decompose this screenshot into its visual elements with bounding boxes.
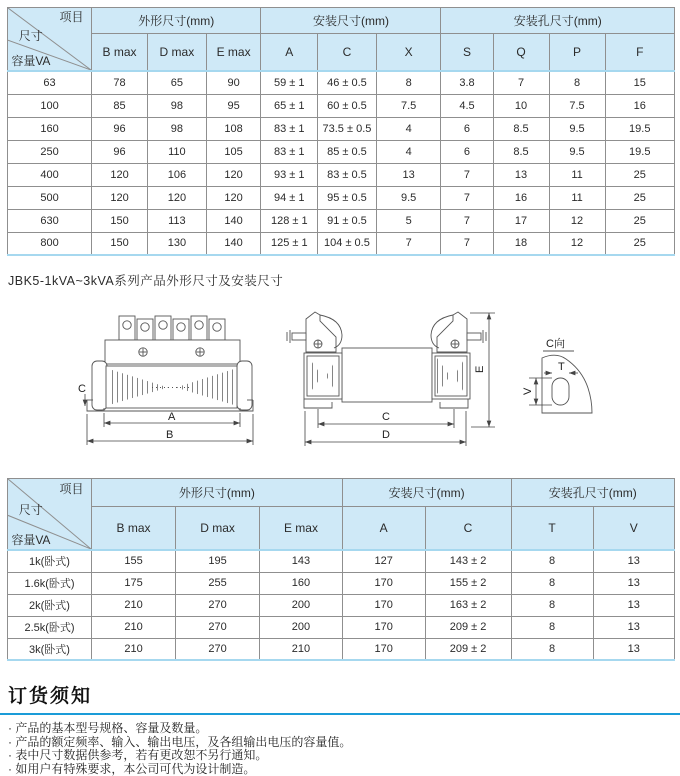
table-cell: 13 (593, 572, 674, 594)
table-cell: 270 (176, 638, 260, 660)
notes-list (8, 722, 680, 776)
table-cell: 65 ± 1 (261, 94, 318, 117)
table-cell: 120 (148, 186, 207, 209)
table-cell: 140 (206, 232, 261, 255)
row-header-capacity: 630 (8, 209, 92, 232)
dim-label-a: A (168, 411, 176, 423)
corner-label-size: 尺寸 (19, 504, 43, 516)
table-cell: 25 (605, 232, 674, 255)
column-header: B max (92, 507, 176, 551)
column-header: Q (493, 34, 549, 72)
table-cell: 128 ± 1 (261, 209, 318, 232)
column-header: X (376, 34, 441, 72)
table-cell: 13 (593, 594, 674, 616)
table-cell: 210 (92, 638, 176, 660)
table-cell: 96 (92, 117, 148, 140)
table-cell: 7 (441, 163, 493, 186)
column-header: D max (148, 34, 207, 72)
column-header: D max (176, 507, 260, 551)
table-row (8, 616, 675, 638)
dimensions-table-kva (7, 478, 675, 661)
table-cell: 4 (376, 117, 441, 140)
table-cell: 98 (148, 94, 207, 117)
table-cell: 13 (376, 163, 441, 186)
row-header-capacity: 160 (8, 117, 92, 140)
table-cell: 8 (549, 71, 605, 94)
table-cell: 210 (92, 594, 176, 616)
table-cell: 10 (493, 94, 549, 117)
table-cell: 155 (92, 550, 176, 572)
table-row (8, 186, 675, 209)
table-cell: 95 ± 0.5 (318, 186, 377, 209)
column-header: C (318, 34, 377, 72)
row-header-capacity: 800 (8, 232, 92, 255)
table-cell: 195 (176, 550, 260, 572)
table-cell: 4.5 (441, 94, 493, 117)
table-cell: 120 (206, 186, 261, 209)
table-cell: 8.5 (493, 140, 549, 163)
column-header: C (425, 507, 511, 551)
table-cell: 25 (605, 163, 674, 186)
technical-drawings (0, 295, 680, 473)
table-cell: 120 (206, 163, 261, 186)
table-cell: 3.8 (441, 71, 493, 94)
table-cell: 140 (206, 209, 261, 232)
ordering-notes-section (0, 681, 680, 776)
table-cell: 209 ± 2 (425, 638, 511, 660)
dim-label-c-side: C (382, 411, 390, 423)
table-cell: 8 (376, 71, 441, 94)
table-cell: 200 (260, 594, 343, 616)
row-header-capacity: 400 (8, 163, 92, 186)
table-cell: 13 (593, 550, 674, 572)
table-cell: 150 (92, 232, 148, 255)
table-cell: 210 (92, 616, 176, 638)
column-header: E max (206, 34, 261, 72)
table-cell: 25 (605, 209, 674, 232)
table-cell: 7.5 (549, 94, 605, 117)
table-cell: 7 (441, 232, 493, 255)
dim-label-c-front: C (78, 383, 86, 395)
front-view-drawing (78, 316, 253, 445)
table-row (8, 638, 675, 660)
table-row (8, 209, 675, 232)
group-header-hole: 安装孔尺寸(mm) (441, 8, 675, 34)
detail-view-title: C向 (546, 336, 565, 350)
notes-title: 订货须知 (8, 681, 680, 708)
table-cell: 6 (441, 117, 493, 140)
table-cell: 127 (342, 550, 425, 572)
table-cell: 91 ± 0.5 (318, 209, 377, 232)
table-cell: 143 (260, 550, 343, 572)
table-cell: 93 ± 1 (261, 163, 318, 186)
table-cell: 98 (148, 117, 207, 140)
table-cell: 65 (148, 71, 207, 94)
table-cell: 8.5 (493, 117, 549, 140)
column-header: F (605, 34, 674, 72)
table-cell: 13 (593, 638, 674, 660)
table-cell: 9.5 (376, 186, 441, 209)
title-underline (0, 713, 680, 715)
table-cell: 7 (441, 209, 493, 232)
table-cell: 85 (92, 94, 148, 117)
corner-header-cell (8, 8, 92, 72)
group-header-outline: 外形尺寸(mm) (92, 8, 261, 34)
table-cell: 11 (549, 186, 605, 209)
row-header-capacity: 250 (8, 140, 92, 163)
table-cell: 155 ± 2 (425, 572, 511, 594)
table-cell: 7 (376, 232, 441, 255)
table-cell: 120 (92, 163, 148, 186)
table-cell: 15 (605, 71, 674, 94)
note-item: · 表中尺寸数据供参考，若有更改恕不另行通知。 (8, 749, 680, 763)
table-cell: 94 ± 1 (261, 186, 318, 209)
table-cell: 163 ± 2 (425, 594, 511, 616)
table-cell: 83 ± 0.5 (318, 163, 377, 186)
table-cell: 9.5 (549, 117, 605, 140)
column-header: A (342, 507, 425, 551)
table-cell: 8 (511, 594, 593, 616)
table-row (8, 572, 675, 594)
table-cell: 16 (493, 186, 549, 209)
column-header: T (511, 507, 593, 551)
table-cell: 95 (206, 94, 261, 117)
group-header-outline: 外形尺寸(mm) (92, 479, 343, 507)
series-caption: JBK5-1kVA~3kVA系列产品外形尺寸及安装尺寸 (8, 271, 283, 289)
table-row (8, 94, 675, 117)
table-cell: 110 (148, 140, 207, 163)
table-cell: 17 (493, 209, 549, 232)
table-row (8, 140, 675, 163)
table-row (8, 71, 675, 94)
table-cell: 8 (511, 616, 593, 638)
table-cell: 18 (493, 232, 549, 255)
corner-label-capacity: 容量VA (11, 534, 50, 546)
row-header-capacity: 1.6k(卧式) (8, 572, 92, 594)
table-cell: 7.5 (376, 94, 441, 117)
table-cell: 25 (605, 186, 674, 209)
table-cell: 270 (176, 616, 260, 638)
note-item: · 产品的基本型号规格、容量及数量。 (8, 722, 680, 736)
table-cell: 160 (260, 572, 343, 594)
table-cell: 60 ± 0.5 (318, 94, 377, 117)
table-cell: 46 ± 0.5 (318, 71, 377, 94)
row-header-capacity: 2k(卧式) (8, 594, 92, 616)
table-cell: 19.5 (605, 117, 674, 140)
group-header-mounting: 安装尺寸(mm) (261, 8, 441, 34)
table-cell: 8 (511, 550, 593, 572)
corner-header-cell (8, 479, 92, 551)
corner-label-size: 尺寸 (19, 30, 43, 42)
table-row (8, 550, 675, 572)
dim-label-t: T (558, 361, 565, 373)
table-cell: 130 (148, 232, 207, 255)
table-cell: 96 (92, 140, 148, 163)
table-cell: 5 (376, 209, 441, 232)
column-header: A (261, 34, 318, 72)
table-cell: 8 (511, 572, 593, 594)
c-view-detail-drawing (522, 336, 592, 413)
table-cell: 83 ± 1 (261, 117, 318, 140)
table-cell: 78 (92, 71, 148, 94)
table-cell: 143 ± 2 (425, 550, 511, 572)
row-header-capacity: 3k(卧式) (8, 638, 92, 660)
table-cell: 210 (260, 638, 343, 660)
table-cell: 106 (148, 163, 207, 186)
dimensions-table-small-va (7, 7, 675, 256)
table-row (8, 117, 675, 140)
table-cell: 73.5 ± 0.5 (318, 117, 377, 140)
table-cell: 11 (549, 163, 605, 186)
table-cell: 6 (441, 140, 493, 163)
table-cell: 175 (92, 572, 176, 594)
group-header-hole: 安装孔尺寸(mm) (511, 479, 674, 507)
corner-label-item: 项目 (60, 483, 84, 495)
table-cell: 113 (148, 209, 207, 232)
table-cell: 7 (493, 71, 549, 94)
column-header: E max (260, 507, 343, 551)
table-cell: 150 (92, 209, 148, 232)
table-cell: 4 (376, 140, 441, 163)
table-cell: 200 (260, 616, 343, 638)
column-header: P (549, 34, 605, 72)
table-cell: 170 (342, 572, 425, 594)
dim-label-d: D (382, 429, 390, 441)
table-cell: 170 (342, 616, 425, 638)
table-cell: 16 (605, 94, 674, 117)
table-cell: 90 (206, 71, 261, 94)
table-cell: 19.5 (605, 140, 674, 163)
table-cell: 12 (549, 232, 605, 255)
row-header-capacity: 63 (8, 71, 92, 94)
column-header: B max (92, 34, 148, 72)
table-cell: 108 (206, 117, 261, 140)
corner-label-capacity: 容量VA (11, 55, 50, 67)
table-cell: 104 ± 0.5 (318, 232, 377, 255)
dim-label-v: V (522, 387, 534, 395)
column-header: V (593, 507, 674, 551)
table-row (8, 163, 675, 186)
table-cell: 255 (176, 572, 260, 594)
table-cell: 7 (441, 186, 493, 209)
table-cell: 270 (176, 594, 260, 616)
table-row (8, 232, 675, 255)
table-cell: 120 (92, 186, 148, 209)
table-cell: 83 ± 1 (261, 140, 318, 163)
row-header-capacity: 2.5k(卧式) (8, 616, 92, 638)
table-cell: 170 (342, 638, 425, 660)
note-item: · 如用户有特殊要求，本公司可代为设计制造。 (8, 763, 680, 776)
group-header-mounting: 安装尺寸(mm) (342, 479, 511, 507)
corner-label-item: 项目 (60, 11, 84, 23)
table-row (8, 594, 675, 616)
table-cell: 9.5 (549, 140, 605, 163)
table-cell: 8 (511, 638, 593, 660)
table-cell: 12 (549, 209, 605, 232)
table-cell: 59 ± 1 (261, 71, 318, 94)
column-header: S (441, 34, 493, 72)
table-cell: 105 (206, 140, 261, 163)
table-cell: 125 ± 1 (261, 232, 318, 255)
row-header-capacity: 100 (8, 94, 92, 117)
row-header-capacity: 500 (8, 186, 92, 209)
table-cell: 13 (493, 163, 549, 186)
dim-label-b: B (166, 429, 173, 441)
table-cell: 209 ± 2 (425, 616, 511, 638)
side-view-drawing (287, 312, 495, 446)
table-cell: 13 (593, 616, 674, 638)
note-item: · 产品的额定频率、输入、输出电压，及各组输出电压的容量值。 (8, 736, 680, 750)
table-cell: 85 ± 0.5 (318, 140, 377, 163)
dim-label-e: E (474, 366, 486, 373)
table-cell: 170 (342, 594, 425, 616)
row-header-capacity: 1k(卧式) (8, 550, 92, 572)
